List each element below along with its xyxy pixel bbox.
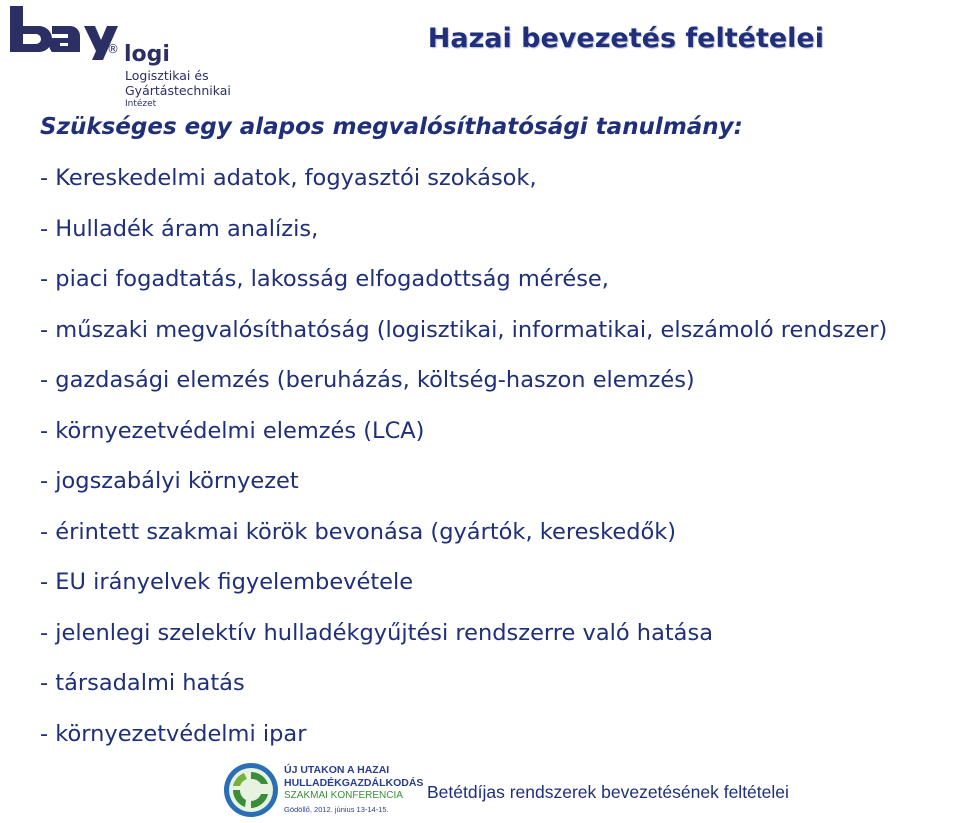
list-item: - társadalmi hatás bbox=[40, 665, 887, 716]
logi-subtitle-line2: Gyártástechnikai bbox=[125, 83, 231, 98]
list-item: - Hulladék áram analízis, bbox=[40, 211, 887, 262]
list-item: - környezetvédelmi ipar bbox=[40, 716, 887, 767]
list-item: - EU irányelvek figyelembevétele bbox=[40, 564, 887, 615]
conference-line4: Gödöllő, 2012. június 13-14-15. bbox=[284, 805, 389, 814]
conference-line2: HULLADÉKGAZDÁLKODÁS bbox=[284, 777, 424, 789]
section-heading: Szükséges egy alapos megvalósíthatósági tanulmány: bbox=[40, 114, 743, 140]
list-item: - műszaki megvalósíthatóság (logisztikai, informatikai, elszámoló rendszer) bbox=[40, 312, 887, 363]
list-item: - jogszabályi környezet bbox=[40, 463, 887, 514]
logi-subtitle-line1: Logisztikai és bbox=[125, 68, 209, 83]
list-item: - piaci fogadtatás, lakosság elfogadottság mérése, bbox=[40, 261, 887, 312]
footer-caption: Betétdíjas rendszerek bevezetésének feltételei bbox=[427, 782, 789, 802]
logi-wordmark: logi bbox=[124, 42, 170, 67]
list-item: - Kereskedelmi adatok, fogyasztói szokások, bbox=[40, 160, 887, 211]
list-item: - környezetvédelmi elemzés (LCA) bbox=[40, 413, 887, 464]
slide-title: Hazai bevezetés feltételei bbox=[427, 23, 824, 54]
requirements-list bbox=[40, 160, 887, 766]
list-item: - érintett szakmai körök bevonása (gyártók, kereskedők) bbox=[40, 514, 887, 565]
conference-logo bbox=[222, 760, 422, 820]
logi-subtitle-line3: Intézet bbox=[125, 99, 157, 109]
registered-mark: ® bbox=[107, 42, 119, 56]
bay-logi-logo bbox=[8, 4, 238, 108]
conference-line1: ÚJ UTAKON A HAZAI bbox=[284, 764, 390, 776]
list-item: - jelenlegi szelektív hulladékgyűjtési rendszerre való hatása bbox=[40, 615, 887, 666]
conference-line3: SZAKMAI KONFERENCIA bbox=[284, 790, 403, 801]
recycle-globe-icon bbox=[222, 761, 280, 819]
list-item: - gazdasági elemzés (beruházás, költség-haszon elemzés) bbox=[40, 362, 887, 413]
